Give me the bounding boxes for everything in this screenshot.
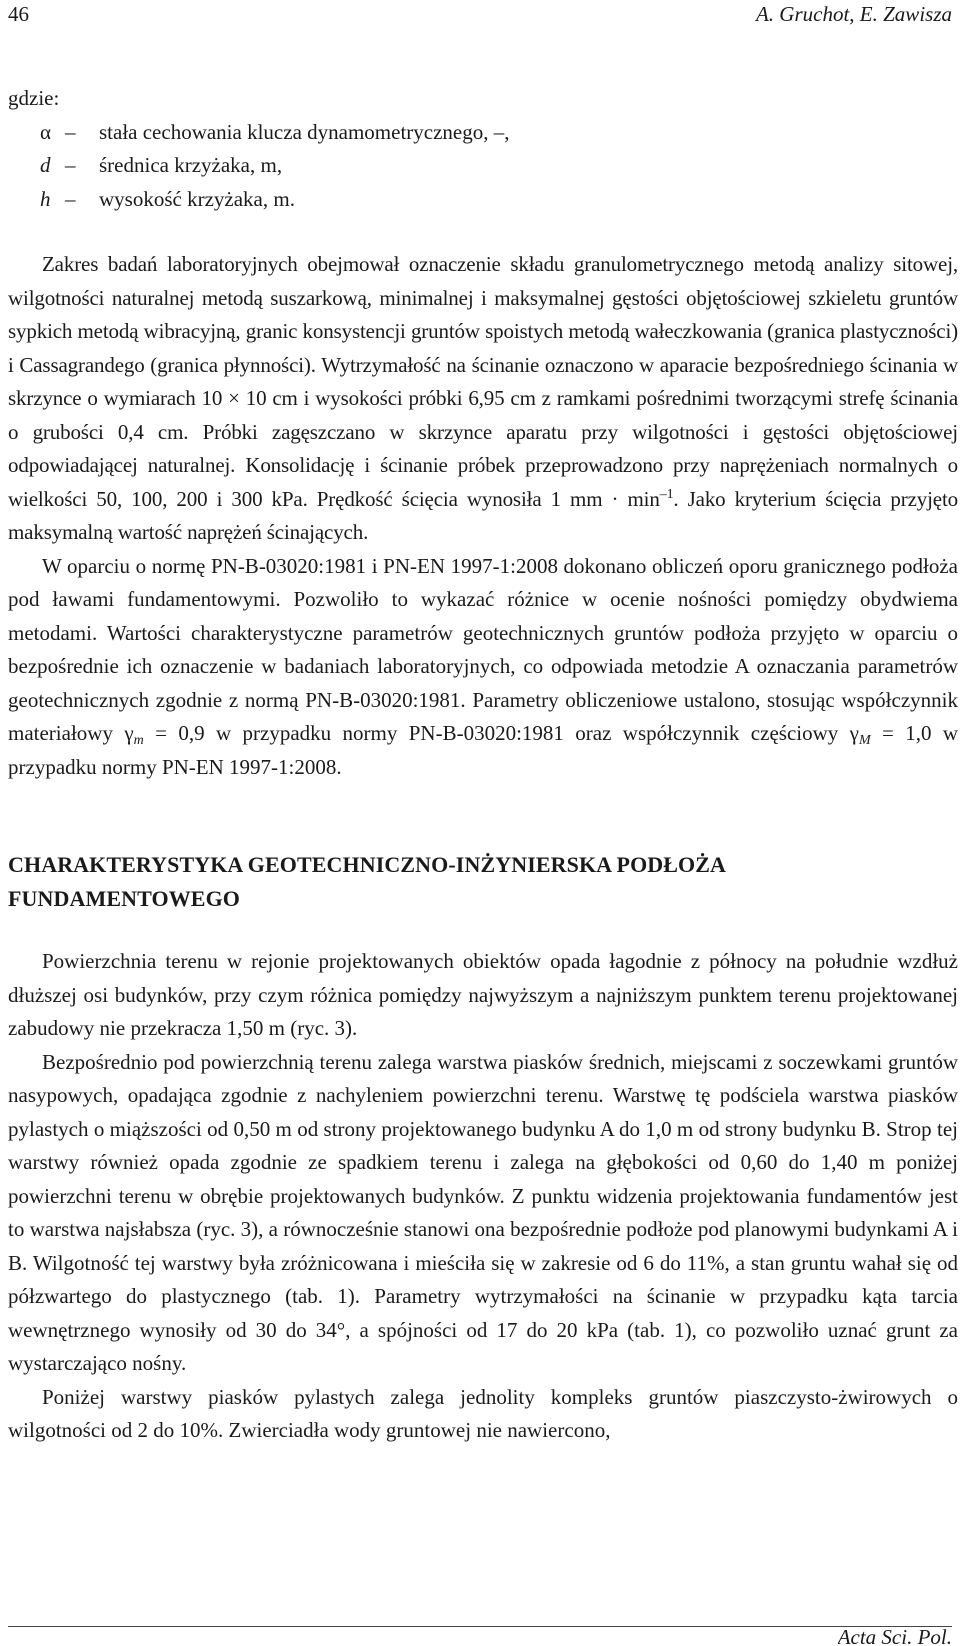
definition-item xyxy=(8,149,958,183)
heading-spacer xyxy=(8,916,958,945)
definition-text: średnica krzyżaka, m, xyxy=(99,153,283,177)
paragraph-text: Zakres badań laboratoryjnych obejmował oznaczenie składu granulometrycznego metodą analizy sitowej, wilgotności naturalnej metodą suszarkową, minimalnej i maksymalnej gęstości objętościowej szkieletu gruntów sypkich metodą wibracyjną, granic konsystencji gruntów spoistych metodą wałeczkowania (granica plastyczności) i Cassagrandego (granica płynności). Wytrzymałość na ścinanie oznaczono w aparacie bezpośredniego ścinania w skrzynce o wymiarach 10 × 10 cm i wysokości próbki 6,95 cm z ramkami pośrednimi tworzącymi strefę ścinania o grubości 0,4 cm. Próbki zagęszczano w skrzynce aparatu przy wilgotności i gęstości objętościowej odpowiadającej naturalnej. Konsolidację i ścinanie próbek przeprowadzono przy naprężeniach normalnych o wielkości 50, 100, 200 i 300 kPa. Prędkość ścięcia wynosiła 1 mm · min xyxy=(8,252,958,511)
paragraph-gravel-complex: Poniżej warstwy piasków pylastych zalega jednolity kompleks gruntów piaszczysto-żwirowych o wilgotności od 2 do 10%. Zwierciadła wody gruntowej nie nawiercono, xyxy=(8,1384,958,1442)
paragraph-text: = 0,9 w przypadku normy PN-B-03020:1981 oraz współczynnik częściowy γ xyxy=(143,721,859,745)
definition-item xyxy=(8,183,958,217)
subscript-M: M xyxy=(858,733,871,748)
superscript-exponent: –1 xyxy=(659,486,674,502)
page-header xyxy=(8,2,952,32)
definition-symbol: α xyxy=(40,119,52,144)
paragraph-terrain: Powierzchnia terenu w rejonie projektowanych obiektów opada łagodnie z północy na południe wzdłuż dłuższej osi budynków, przy czym różnica pomiędzy najwyższym a najniższym punktem terenu projektowanej zabudowy nie przekracza 1,50 m (ryc. 3). xyxy=(8,949,958,1040)
definition-text: stała cechowania klucza dynamometrycznego, –, xyxy=(99,119,510,144)
page-content xyxy=(8,82,958,1448)
section-heading-line: CHARAKTERYSTYKA GEOTECHNICZNO-INŻYNIERSKA PODŁOŻA xyxy=(8,852,727,877)
page-number: 46 xyxy=(8,2,29,26)
definition-symbol: h xyxy=(40,186,51,211)
paragraph-text: = 1,0 w przypadku normy PN-EN 1997-1:2008. xyxy=(8,721,958,779)
definition-dash: – xyxy=(65,153,76,177)
definition-text: wysokość krzyżaka, m. xyxy=(99,186,295,211)
definition-item xyxy=(8,116,958,150)
symbol-definitions xyxy=(8,116,958,217)
section-heading-line: FUNDAMENTOWEGO xyxy=(8,886,241,911)
footer-journal: Acta Sci. Pol. xyxy=(837,1627,952,1646)
definition-dash: – xyxy=(65,119,76,144)
section-heading xyxy=(8,848,958,916)
paragraph-text: W oparciu o normę PN-B-03020:1981 i PN-EN 1997-1:2008 dokonano obliczeń oporu granicznego podłoża pod ławami fundamentowymi. Pozwoliło to wykazać różnice w ocenie nośności pomiędzy obydwiema metodami. Wartości charakterystyczne parametrów geotechnicznych gruntów podłoża przyjęto w oparciu o bezpośrednie ich oznaczenie w badaniach laboratoryjnych, co odpowiada metodzie A oznaczania parametrów geotechnicznych zgodnie z normą PN-B-03020:1981. Parametry obliczeniowe ustalono, stosując współczynnik materiałowy γ xyxy=(8,553,958,745)
paragraph-text: . Jako kryterium ścięcia przyjęto maksymalną wartość naprężeń ścinających. xyxy=(8,486,958,544)
paragraph-methods xyxy=(8,248,958,550)
footer-rule xyxy=(8,1626,952,1627)
paragraph-standards xyxy=(8,550,958,785)
where-label: gdzie: xyxy=(8,86,60,110)
running-head-authors: A. Gruchot, E. Zawisza xyxy=(755,2,952,26)
definition-symbol: d xyxy=(40,153,51,177)
definition-dash: – xyxy=(65,186,76,211)
subscript-m: m xyxy=(133,733,144,748)
paragraph-soil-layers: Bezpośrednio pod powierzchnią terenu zalega warstwa piasków średnich, miejscami z soczewkami gruntów nasypowych, opadająca zgodnie z nachyleniem powierzchni terenu. Warstwę tę podściela warstwa piasków pylastych o miąższości od 0,50 m od strony projektowanego budynku A do 1,0 m od strony budynku B. Strop tej warstwy również opada zgodnie ze spadkiem terenu i zalega na głębokości od 0,60 do 1,40 m poniżej powierzchni terenu w obrębie projektowanych budynków. Z punktu widzenia projektowania fundamentów jest to warstwa najsłabsza (ryc. 3), a równocześnie stanowi ona bezpośrednie podłoże pod planowymi budynkami A i B. Wilgotność tej warstwy była zróżnicowana i mieściła się w zakresie od 6 do 11%, a stan gruntu wahał się od półzwartego do plastycznego (tab. 1). Parametry wytrzymałości na ścinanie w przypadku kąta tarcia wewnętrznego wynosiły od 30 do 34°, a spójności od 17 do 20 kPa (tab. 1), co pozwoliło uznać grunt za wystarczająco nośny. xyxy=(8,1049,958,1375)
